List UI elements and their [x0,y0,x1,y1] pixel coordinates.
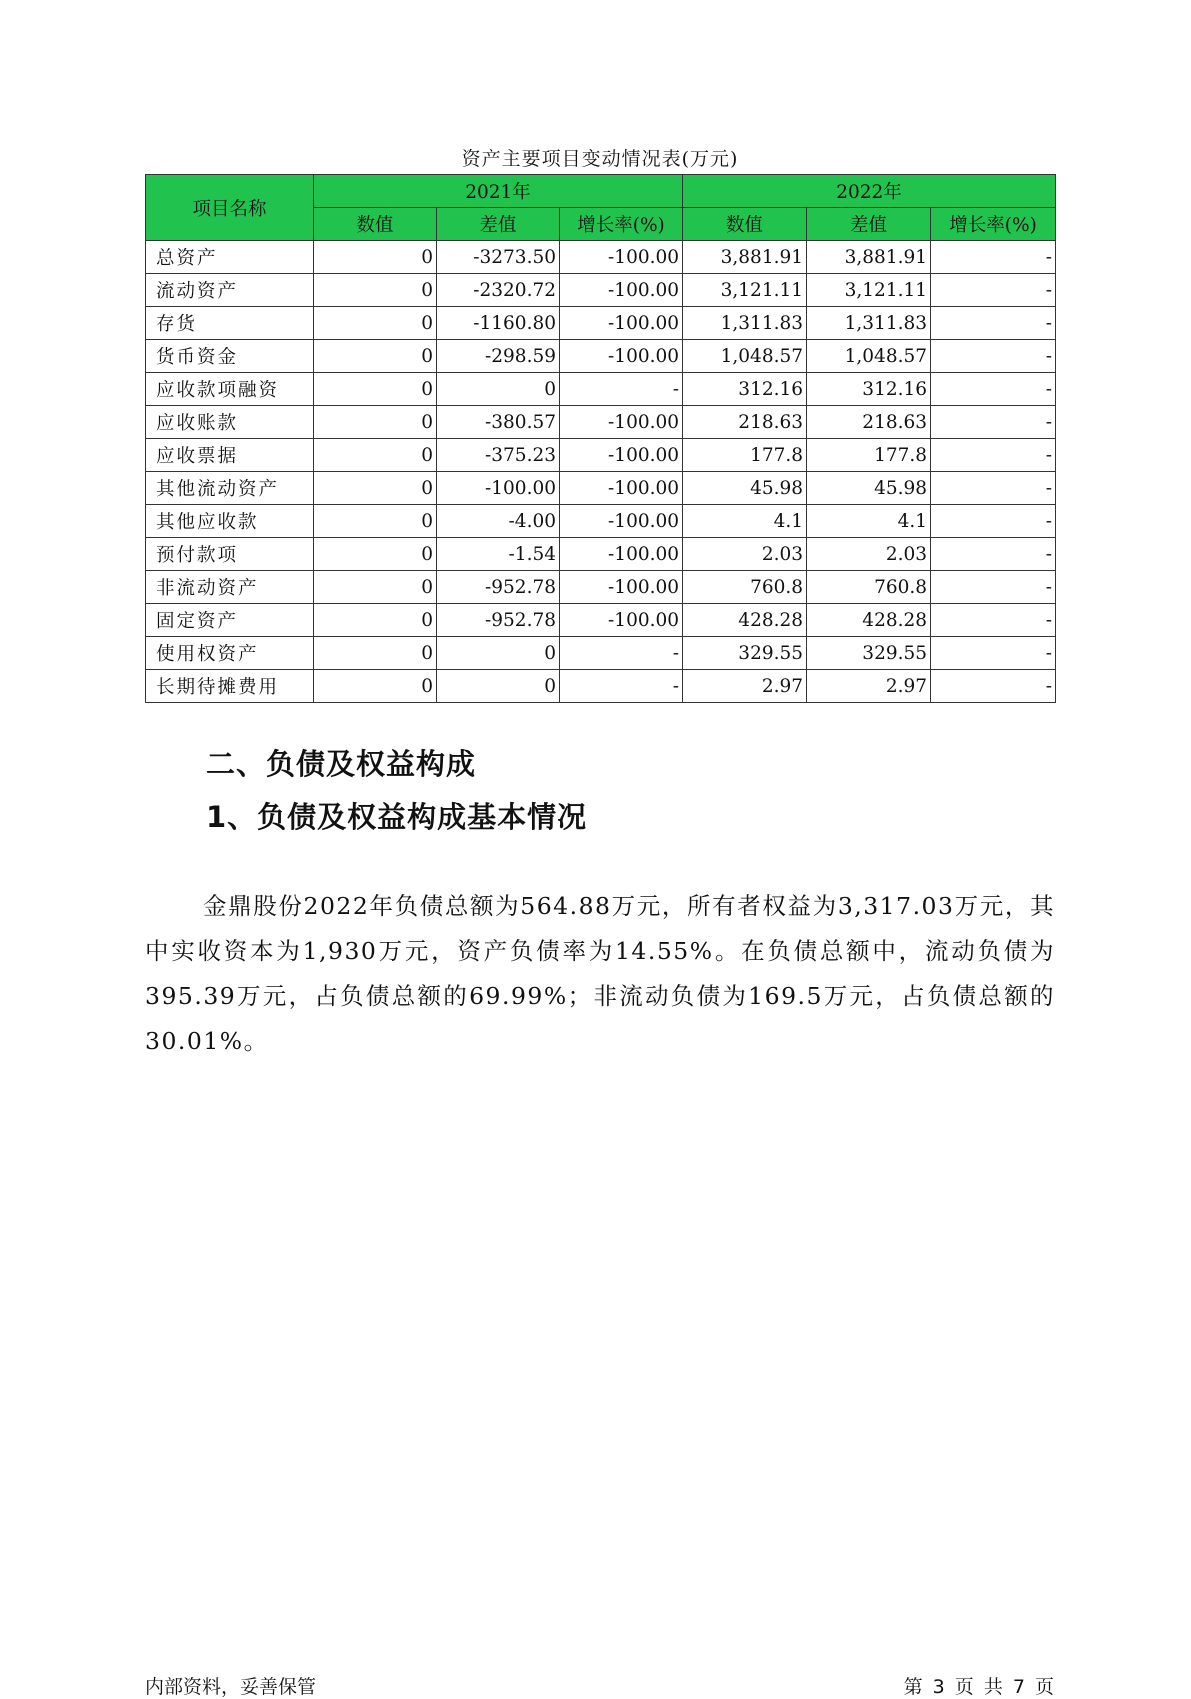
cell-item-name: 预付款项 [146,538,314,571]
cell-value-2022: 1,048.57 [683,340,807,373]
cell-value-2022: 428.28 [683,604,807,637]
header-diff-2022: 差值 [807,208,931,241]
cell-value-2021: 0 [314,637,437,670]
table-row [146,241,1056,274]
cell-growth-2022: - [931,340,1056,373]
header-growth-2022: 增长率(%) [931,208,1056,241]
cell-value-2021: 0 [314,241,437,274]
cell-diff-2021: -1160.80 [437,307,560,340]
table-row [146,307,1056,340]
cell-diff-2022: 45.98 [807,472,931,505]
cell-diff-2021: 0 [437,670,560,703]
cell-growth-2021: - [560,373,683,406]
cell-diff-2022: 3,881.91 [807,241,931,274]
cell-diff-2022: 177.8 [807,439,931,472]
cell-item-name: 应收票据 [146,439,314,472]
table-row [146,406,1056,439]
cell-item-name: 使用权资产 [146,637,314,670]
cell-diff-2022: 1,311.83 [807,307,931,340]
header-value-2022: 数值 [683,208,807,241]
cell-growth-2021: -100.00 [560,274,683,307]
cell-value-2021: 0 [314,439,437,472]
table-row [146,439,1056,472]
cell-growth-2022: - [931,373,1056,406]
cell-growth-2021: - [560,637,683,670]
table-row [146,538,1056,571]
cell-growth-2021: -100.00 [560,241,683,274]
cell-item-name: 应收账款 [146,406,314,439]
header-growth-2021: 增长率(%) [560,208,683,241]
cell-growth-2022: - [931,439,1056,472]
cell-diff-2021: -3273.50 [437,241,560,274]
header-diff-2021: 差值 [437,208,560,241]
cell-value-2022: 218.63 [683,406,807,439]
cell-value-2021: 0 [314,670,437,703]
cell-item-name: 其他应收款 [146,505,314,538]
cell-diff-2022: 760.8 [807,571,931,604]
cell-growth-2021: -100.00 [560,340,683,373]
asset-change-table [145,174,1056,703]
footer-page-number: 第 3 页 共 7 页 [903,1676,1054,1698]
cell-diff-2022: 3,121.11 [807,274,931,307]
cell-item-name: 货币资金 [146,340,314,373]
cell-growth-2022: - [931,670,1056,703]
section-heading: 二、负债及权益构成 [206,747,477,781]
cell-diff-2022: 1,048.57 [807,340,931,373]
cell-growth-2021: -100.00 [560,505,683,538]
cell-item-name: 非流动资产 [146,571,314,604]
table-row [146,571,1056,604]
cell-value-2022: 2.03 [683,538,807,571]
cell-value-2022: 4.1 [683,505,807,538]
cell-value-2022: 329.55 [683,637,807,670]
cell-item-name: 固定资产 [146,604,314,637]
cell-value-2021: 0 [314,472,437,505]
table-row [146,505,1056,538]
cell-growth-2021: -100.00 [560,439,683,472]
cell-diff-2022: 312.16 [807,373,931,406]
cell-growth-2021: - [560,670,683,703]
cell-diff-2021: -298.59 [437,340,560,373]
cell-growth-2022: - [931,241,1056,274]
cell-value-2022: 760.8 [683,571,807,604]
cell-growth-2021: -100.00 [560,538,683,571]
cell-value-2021: 0 [314,373,437,406]
cell-value-2022: 1,311.83 [683,307,807,340]
cell-value-2022: 312.16 [683,373,807,406]
cell-diff-2021: -380.57 [437,406,560,439]
cell-diff-2022: 4.1 [807,505,931,538]
table-row [146,274,1056,307]
cell-item-name: 存货 [146,307,314,340]
cell-diff-2022: 2.97 [807,670,931,703]
cell-growth-2022: - [931,406,1056,439]
table-row [146,604,1056,637]
table-row [146,373,1056,406]
cell-growth-2021: -100.00 [560,406,683,439]
cell-item-name: 应收款项融资 [146,373,314,406]
cell-value-2022: 45.98 [683,472,807,505]
cell-diff-2021: -1.54 [437,538,560,571]
cell-diff-2022: 218.63 [807,406,931,439]
cell-diff-2021: -2320.72 [437,274,560,307]
cell-value-2021: 0 [314,571,437,604]
cell-diff-2021: -100.00 [437,472,560,505]
cell-value-2021: 0 [314,406,437,439]
table-row [146,340,1056,373]
cell-item-name: 其他流动资产 [146,472,314,505]
header-value-2021: 数值 [314,208,437,241]
cell-growth-2022: - [931,472,1056,505]
cell-value-2021: 0 [314,274,437,307]
cell-value-2021: 0 [314,505,437,538]
cell-value-2022: 177.8 [683,439,807,472]
cell-value-2021: 0 [314,538,437,571]
table-row [146,472,1056,505]
cell-diff-2022: 428.28 [807,604,931,637]
cell-growth-2022: - [931,637,1056,670]
cell-item-name: 流动资产 [146,274,314,307]
cell-value-2022: 3,881.91 [683,241,807,274]
cell-growth-2021: -100.00 [560,472,683,505]
cell-value-2022: 3,121.11 [683,274,807,307]
table-header-row-1 [146,175,1056,208]
section-subheading: 1、负债及权益构成基本情况 [206,800,588,834]
body-paragraph: 金鼎股份2022年负债总额为564.88万元，所有者权益为3,317.03万元，其中实收资本为1,930万元，资产负债率为14.55%。在负债总额中，流动负债为395.39万元，占负债总额的69.99%；非流动负债为169.5万元，占负债总额的30.01%。 [145,891,1055,1055]
cell-growth-2022: - [931,538,1056,571]
cell-growth-2022: - [931,274,1056,307]
cell-value-2022: 2.97 [683,670,807,703]
cell-diff-2022: 2.03 [807,538,931,571]
cell-item-name: 长期待摊费用 [146,670,314,703]
cell-diff-2021: -952.78 [437,571,560,604]
cell-value-2021: 0 [314,307,437,340]
cell-growth-2021: -100.00 [560,571,683,604]
cell-growth-2022: - [931,571,1056,604]
header-year-2021: 2021年 [314,175,683,208]
table-row [146,637,1056,670]
cell-growth-2021: -100.00 [560,604,683,637]
cell-value-2021: 0 [314,340,437,373]
header-year-2022: 2022年 [683,175,1056,208]
cell-growth-2022: - [931,307,1056,340]
table-caption: 资产主要项目变动情况表(万元) [461,148,739,170]
cell-item-name: 总资产 [146,241,314,274]
cell-diff-2022: 329.55 [807,637,931,670]
table-row [146,670,1056,703]
cell-diff-2021: 0 [437,373,560,406]
cell-value-2021: 0 [314,604,437,637]
cell-growth-2022: - [931,604,1056,637]
cell-diff-2021: -375.23 [437,439,560,472]
cell-diff-2021: -4.00 [437,505,560,538]
table-body [146,241,1056,703]
cell-diff-2021: -952.78 [437,604,560,637]
header-item-name: 项目名称 [146,175,314,241]
footer-confidential-note: 内部资料，妥善保管 [145,1676,317,1698]
cell-diff-2021: 0 [437,637,560,670]
cell-growth-2021: -100.00 [560,307,683,340]
cell-growth-2022: - [931,505,1056,538]
